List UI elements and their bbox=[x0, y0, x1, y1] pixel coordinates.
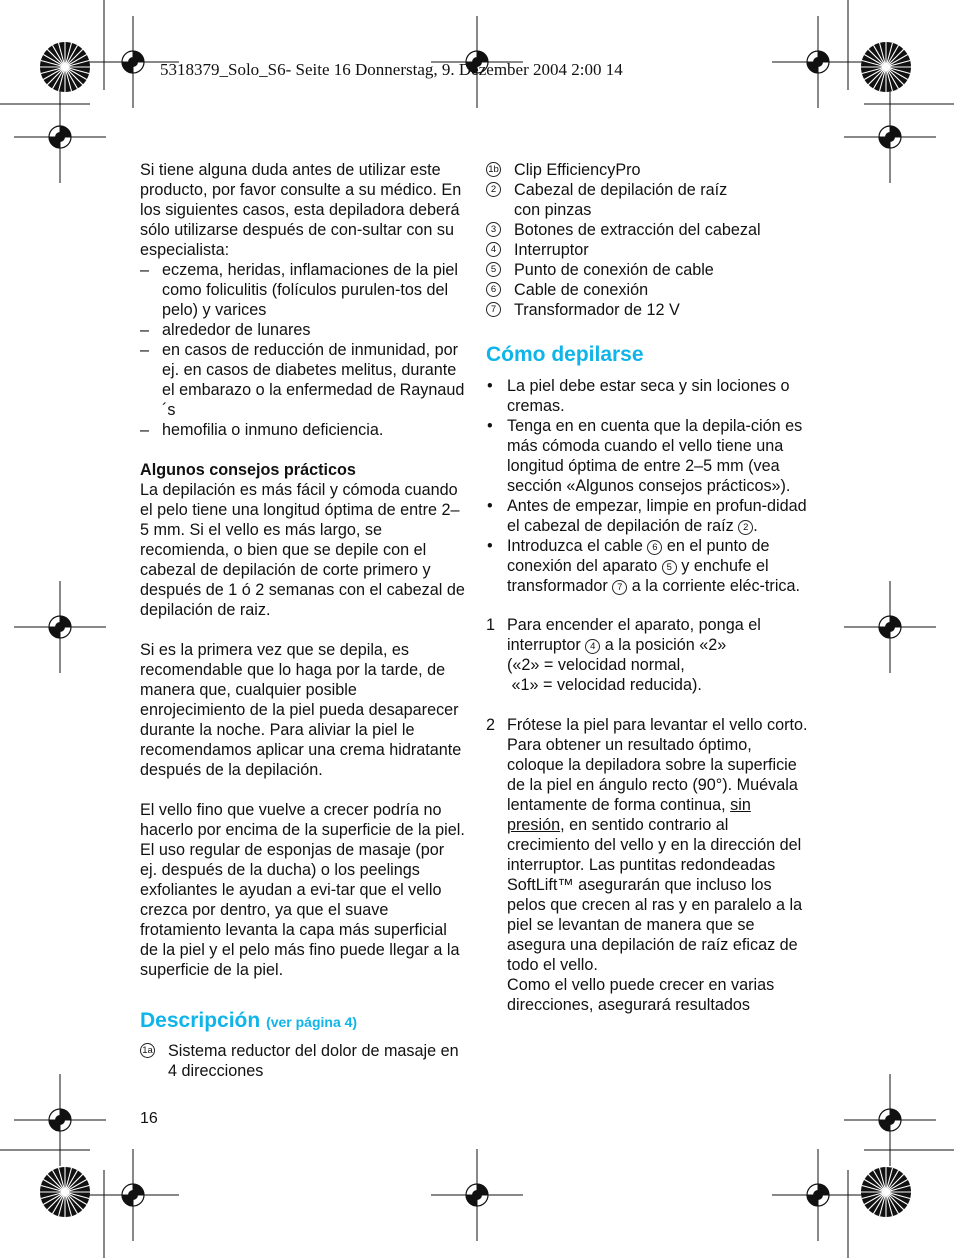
ref-number: 2 bbox=[738, 520, 753, 535]
bullet-item: • La piel debe estar seca y sin lociones o cremas. bbox=[487, 377, 790, 415]
bullet-item: • Antes de empezar, limpie en profun-didad el cabezal de depilación de raíz 2 . bbox=[487, 497, 807, 535]
list-item-text: en casos de reducción de inmunidad, por ej. en casos de diabetes melitus, durante el embarazo o la enfermedad de Raynaud´s bbox=[162, 341, 465, 419]
part-ref-number: 2 bbox=[486, 182, 501, 197]
page-number: 16 bbox=[140, 1110, 158, 1127]
part-item bbox=[486, 280, 811, 300]
ref-number: 6 bbox=[647, 540, 662, 555]
part-item bbox=[140, 1041, 465, 1081]
ref-number: 7 bbox=[612, 580, 627, 595]
list-item-text: alrededor de lunares bbox=[162, 321, 311, 339]
part-item-text: Clip EfficiencyPro bbox=[514, 161, 641, 179]
how-to-heading: Cómo depilarse bbox=[486, 343, 644, 366]
part-ref-number: 3 bbox=[486, 222, 501, 237]
part-ref-number: 4 bbox=[486, 242, 501, 257]
step-text: Para encender el aparato, ponga el interruptor bbox=[507, 616, 761, 654]
description-page-ref: (ver página 4) bbox=[266, 1014, 358, 1030]
part-ref-number: 7 bbox=[486, 302, 501, 317]
print-header: 5318379_Solo_S6- Seite 16 Donnerstag, 9. Dezember 2004 2:00 14 bbox=[160, 60, 623, 79]
list-item-text: eczema, heridas, inflamaciones de la piel como foliculitis (folículos purulen-tos del pelo) y varices bbox=[162, 261, 459, 319]
bullet-text: La piel debe estar seca y sin lociones o cremas. bbox=[507, 377, 790, 415]
step-item: 1 Para encender el aparato, ponga el interruptor 4 a la posición «2» («2» = velocidad normal, «1» = velocidad reducida). bbox=[486, 616, 761, 694]
bullet-text: Introduzca el cable bbox=[507, 537, 643, 555]
part-item-text: Cable de conexión bbox=[514, 281, 649, 299]
list-item: – alrededor de lunares bbox=[140, 321, 311, 339]
list-item: – en casos de reducción de inmunidad, por ej. en casos de diabetes melitus, durante el embarazo o la enfermedad de Raynaud´s bbox=[140, 341, 465, 419]
tips-paragraph-3: El vello fino que vuelve a crecer podría no hacerlo por encima de la superficie de la piel. El uso regular de esponjas de masaje (por ej. después de la ducha) o los peelings exfoliantes le ayudan a evi-tar que el vello crezca por dentro, ya que el suave frotamiento levanta la capa más superficial de la piel y el pelo más fino puede llegar a la superficie de la piel. bbox=[140, 801, 465, 979]
ref-number: 4 bbox=[585, 639, 600, 654]
ref-number: 5 bbox=[662, 560, 677, 575]
part-item-text: Punto de conexión de cable bbox=[514, 261, 714, 279]
part-item bbox=[486, 260, 811, 280]
part-item-text: Cabezal de depilación de raíz con pinzas bbox=[514, 181, 728, 219]
part-item bbox=[486, 240, 811, 260]
part-item-text: Sistema reductor del dolor de masaje en 4 direcciones bbox=[168, 1042, 459, 1080]
part-item-text: Transformador de 12 V bbox=[514, 301, 680, 319]
list-item: – eczema, heridas, inflamaciones de la piel como foliculitis (folículos purulen-tos del pelo) y varices bbox=[140, 261, 459, 319]
step-text: Frótese la piel para levantar el vello corto. Para obtener un resultado óptimo, coloque la depiladora sobre la superficie de la piel en ángulo recto (90°). Muévala lentamente de forma continua, bbox=[507, 716, 808, 814]
step-number: 2 bbox=[486, 716, 496, 734]
step-item: 2 Frótese la piel para levantar el vello corto. Para obtener un resultado óptimo, coloque la depiladora sobre la superficie de la piel en ángulo recto (90°). Muévala lentamente de forma continua, sin presión, en sentido contrario al crecimiento del vello y en la dirección del interruptor. Las puntitas redondeadas SoftLift™ asegurarán que incluso los pelos que crecen al ras y en paralelo a la piel se levantan de manera que se asegura una depilación de raíz eficaz de todo el vello. Como el vello puede crecer en varias direcciones, asegurará resultados bbox=[486, 716, 808, 1014]
part-item bbox=[486, 300, 811, 320]
bullet-item: • Tenga en en cuenta que la depila-ción es más cómoda cuando el vello tiene una longitud óptima de entre 2–5 mm (vea sección «Algunos consejos prácticos»). bbox=[487, 417, 803, 495]
part-item bbox=[486, 160, 811, 180]
tips-heading: Algunos consejos prácticos bbox=[140, 461, 356, 479]
list-item: – hemofilia o inmuno deficiencia. bbox=[140, 421, 384, 439]
list-item-text: hemofilia o inmuno deficiencia. bbox=[162, 421, 384, 439]
part-ref-number: 5 bbox=[486, 262, 501, 277]
part-ref-number: 1b bbox=[486, 162, 501, 177]
tips-paragraph-1: La depilación es más fácil y cómoda cuando el pelo tiene una longitud óptima de entre 2–5 mm. Si el vello es más largo, se recomienda, o bien que se depile con el cabezal de depilación de corte primero y después de 1 ó 2 semanas con el cabezal de depilación de raiz. bbox=[140, 481, 465, 619]
step-number: 1 bbox=[486, 616, 496, 634]
description-title: Descripción bbox=[140, 1009, 261, 1032]
part-item-text: Botones de extracción del cabezal bbox=[514, 221, 761, 239]
bullet-text: Tenga en en cuenta que la depila-ción es más cómoda cuando el vello tiene una longitud óptima de entre 2–5 mm (vea sección «Algunos consejos prácticos»). bbox=[507, 417, 803, 495]
part-item bbox=[486, 180, 811, 220]
bullet-text: Antes de empezar, limpie en profun-didad el cabezal de depilación de raíz bbox=[507, 497, 807, 535]
tips-paragraph-2: Si es la primera vez que se depila, es recomendable que lo haga por la tarde, de manera que, cualquier posible enrojecimiento de la piel pueda desaparecer durante la noche. Para aliviar la piel le recomendamos aplicar una crema hidratante después de la depilación. bbox=[140, 641, 462, 779]
part-item bbox=[486, 220, 811, 240]
part-ref-number: 6 bbox=[486, 282, 501, 297]
part-item-text: Interruptor bbox=[514, 241, 589, 259]
bullet-item: • Introduzca el cable 6 en el punto de conexión del aparato 5 y enchufe el transformador 7 a la corriente eléc-trica. bbox=[487, 537, 801, 595]
left-column bbox=[140, 160, 465, 1081]
part-ref-number: 1a bbox=[140, 1043, 155, 1058]
right-column bbox=[486, 160, 811, 1015]
description-heading bbox=[140, 1008, 465, 1035]
intro-paragraph: Si tiene alguna duda antes de utilizar este producto, por favor consulte a su médico. En los siguientes casos, esta depiladora deberá sólo utilizarse después de con-sultar con su especialista: bbox=[140, 161, 462, 259]
emphasis-underline: sin presión bbox=[507, 796, 751, 834]
